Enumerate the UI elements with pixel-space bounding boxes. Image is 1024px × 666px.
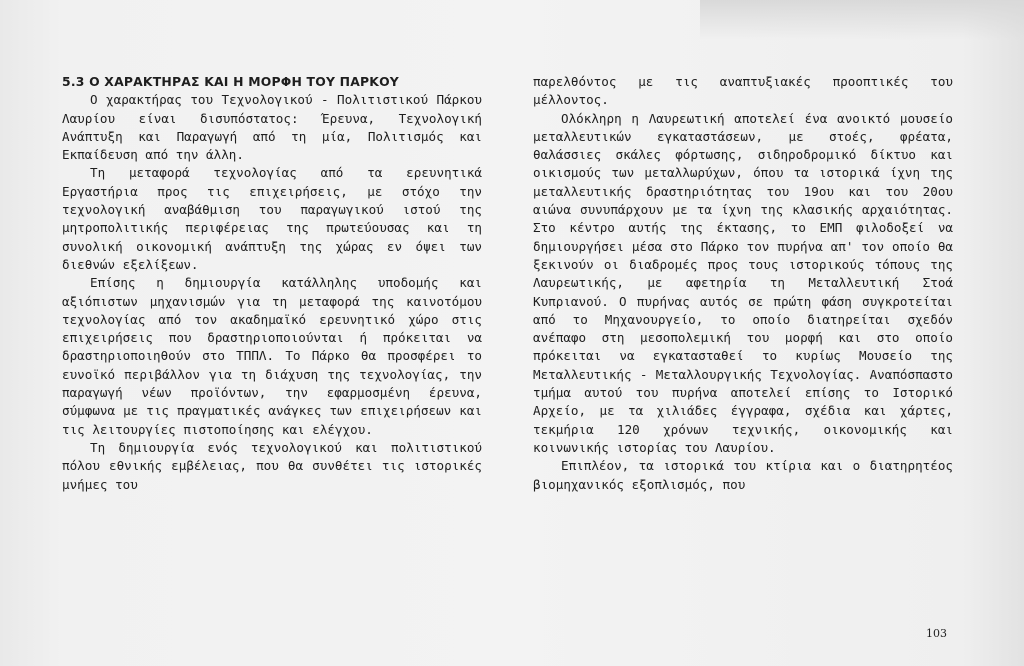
paragraph: Τη δημιουργία ενός τεχνολογικού και πολιτιστικού πόλου εθνικής εμβέλειας, που θα συνθέτει τις ιστορικές μνήμες του <box>62 439 482 492</box>
page-number: 103 <box>926 627 947 640</box>
paragraph: Ολόκληρη η Λαυρεωτική αποτελεί ένα ανοικτό μουσείο μεταλλευτικών εγκαταστάσεων, με στοές, φρέατα, θαλάσσιες σκάλες φόρτωσης, σιδηροδρομικό δίκτυο και οικισμούς των μεταλλωρύχων, όπου τα ιστορικά ίχνη της μεταλλευτικής δραστηριότητας του 19ου και του 20ου αιώνα συνυπάρχουν με τα ίχνη της κλασικής αρχαιότητας. Στο κέντρο αυτής της έκτασης, το ΕΜΠ φιλοδοξεί να δημιουργήσει μέσα στο Πάρκο τον πυρήνα απ' τον οποίο θα ξεκινούν οι διαδρομές προς τους ιστορικούς τόπους της Λαυρεωτικής, με αφετηρία τη Μεταλλευτική Στοά Κυπριανού. Ο πυρήνας αυτός σε πρώτη φάση συγκροτείται από το Μηχανουργείο, το οποίο διατηρείται σχεδόν ανέπαφο στη μεσοπολεμική του μορφή και στο οποίο πρόκειται να εγκατασταθεί το κυρίως Μουσείο της Μεταλλευτικής - Μεταλλουργικής Τεχνολογίας. Αναπόσπαστο τμήμα αυτού του πυρήνα αποτελεί επίσης το Ιστορικό Αρχείο, με τα χιλιάδες έγγραφα, σχέδια και χάρτες, τεκμήρια 120 χρόνων τεχνικής, οικονομικής και κοινωνικής ιστορίας του Λαυρίου. <box>533 110 953 455</box>
section-heading: 5.3 Ο ΧΑΡΑΚΤΗΡΑΣ ΚΑΙ Η ΜΟΡΦΗ ΤΟΥ ΠΑΡΚΟΥ <box>62 74 399 89</box>
paragraph-continuation: παρελθόντος με τις αναπτυξιακές προοπτικές του μέλλοντος. <box>533 74 953 108</box>
paragraph: Επιπλέον, τα ιστορικά του κτίρια και ο διατηρητέος βιομηχανικός εξοπλισμός, που <box>533 458 953 492</box>
paragraph: Ο χαρακτήρας του Τεχνολογικού - Πολιτιστικού Πάρκου Λαυρίου είναι δισυπόστατος: Έρευνα, Τεχνολογική Ανάπτυξη και Παραγωγή από τη μία, Πολιτισμός και Εκπαίδευση από την άλλη. <box>62 92 482 163</box>
scan-shadow <box>700 0 1024 40</box>
paragraph: Τη μεταφορά τεχνολογίας από τα ερευνητικά Εργαστήρια προς τις επιχειρήσεις, με στόχο την τεχνολογική αναβάθμιση του παραγωγικού ιστού της μητροπολιτικής περιφέρειας της πρωτεύουσας και τη συνολική οικονομική ανάπτυξη της χώρας εν όψει των διεθνών εξελίξεων. <box>62 165 482 272</box>
left-column <box>62 73 482 494</box>
right-column <box>533 73 953 494</box>
paragraph: Επίσης η δημιουργία κατάλληλης υποδομής και αξιόπιστων μηχανισμών για τη μεταφορά της καινοτόμου τεχνολογίας από τον ακαδημαϊκό ερευνητικό χώρο στις επιχειρήσεις που δραστηριοποιούνται ή πρόκειται να δραστηριοποιηθούν στο ΤΠΠΛ. Το Πάρκο θα προσφέρει το ευνοϊκό περιβάλλον για τη διάχυση της τεχνολογίας, την παραγωγή νέων προϊόντων, την εφαρμοσμένη έρευνα, σύμφωνα με τις πραγματικές ανάγκες των επιχειρήσεων και τις λειτουργίες πιστοποίησης και ελέγχου. <box>62 275 482 437</box>
